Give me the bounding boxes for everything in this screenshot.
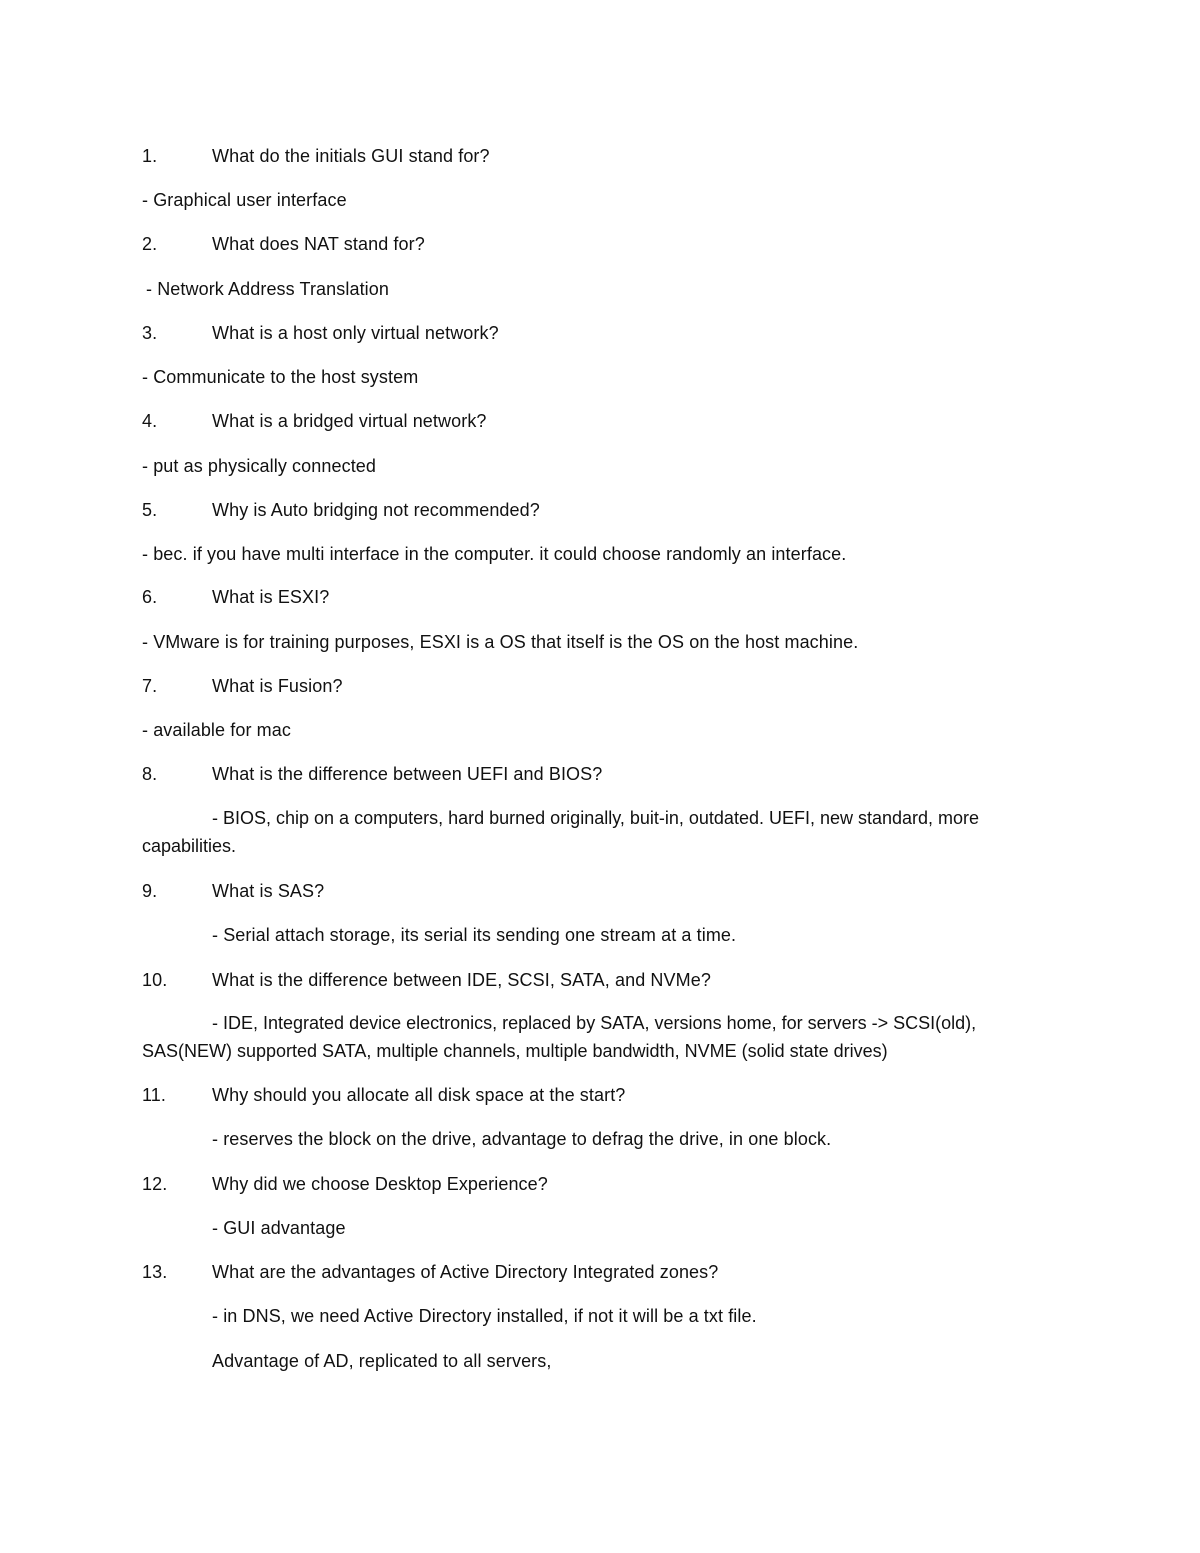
answer-2: - Network Address Translation	[146, 279, 389, 299]
question-text: What is SAS?	[212, 881, 325, 901]
question-6	[0, 586, 1200, 608]
answer-8: - BIOS, chip on a computers, hard burned originally, buit-in, outdated. UEFI, new standard, more capabilities.	[142, 808, 980, 856]
answer-7: - available for mac	[142, 720, 291, 740]
question-number: 5.	[142, 500, 158, 520]
question-number: 13.	[142, 1262, 168, 1282]
question-text: What are the advantages of Active Directory Integrated zones?	[212, 1262, 719, 1282]
question-4	[0, 410, 1200, 432]
question-number: 4.	[142, 411, 158, 431]
answer-5: - bec. if you have multi interface in the computer. it could choose randomly an interface.	[142, 544, 847, 564]
question-2	[0, 233, 1200, 255]
question-1	[0, 145, 1200, 167]
question-5	[0, 499, 1200, 521]
answer-13: - in DNS, we need Active Directory installed, if not it will be a txt file.	[212, 1306, 757, 1326]
question-3	[0, 322, 1200, 344]
answer-12: - GUI advantage	[212, 1218, 346, 1238]
question-12	[0, 1173, 1200, 1195]
question-number: 10.	[142, 970, 168, 990]
question-number: 6.	[142, 587, 158, 607]
question-text: What is the difference between UEFI and BIOS?	[212, 764, 603, 784]
question-text: What is ESXI?	[212, 587, 330, 607]
question-text: What is Fusion?	[212, 676, 343, 696]
answer-1: - Graphical user interface	[142, 190, 347, 210]
question-10	[0, 969, 1200, 991]
question-number: 12.	[142, 1174, 168, 1194]
question-text: What is a bridged virtual network?	[212, 411, 487, 431]
question-text: What is a host only virtual network?	[212, 323, 499, 343]
question-8	[0, 763, 1200, 785]
answer-9: - Serial attach storage, its serial its sending one stream at a time.	[212, 925, 737, 945]
answer-4: - put as physically connected	[142, 456, 377, 476]
question-text: What do the initials GUI stand for?	[212, 146, 490, 166]
question-text: What is the difference between IDE, SCSI, SATA, and NVMe?	[212, 970, 711, 990]
question-number: 3.	[142, 323, 158, 343]
question-number: 7.	[142, 676, 158, 696]
question-number: 8.	[142, 764, 158, 784]
question-text: Why did we choose Desktop Experience?	[212, 1174, 548, 1194]
question-text: Why is Auto bridging not recommended?	[212, 500, 540, 520]
question-number: 1.	[142, 146, 158, 166]
question-13	[0, 1261, 1200, 1283]
question-text: What does NAT stand for?	[212, 234, 425, 254]
answer-6: - VMware is for training purposes, ESXI is a OS that itself is the OS on the host machine.	[142, 632, 859, 652]
question-text: Why should you allocate all disk space at the start?	[212, 1085, 626, 1105]
answer-11: - reserves the block on the drive, advantage to defrag the drive, in one block.	[212, 1129, 832, 1149]
question-7	[0, 675, 1200, 697]
question-number: 2.	[142, 234, 158, 254]
answer-3: - Communicate to the host system	[142, 367, 419, 387]
question-9	[0, 880, 1200, 902]
answer-10: - IDE, Integrated device electronics, replaced by SATA, versions home, for servers -> SCSI(old), SAS(NEW) supported SATA, multiple channels, multiple bandwidth, NVME (solid state drives)	[142, 1013, 977, 1061]
question-number: 9.	[142, 881, 158, 901]
question-number: 11.	[142, 1085, 166, 1105]
answer-13-continued: Advantage of AD, replicated to all servers,	[212, 1351, 552, 1371]
question-11	[0, 1084, 1200, 1106]
